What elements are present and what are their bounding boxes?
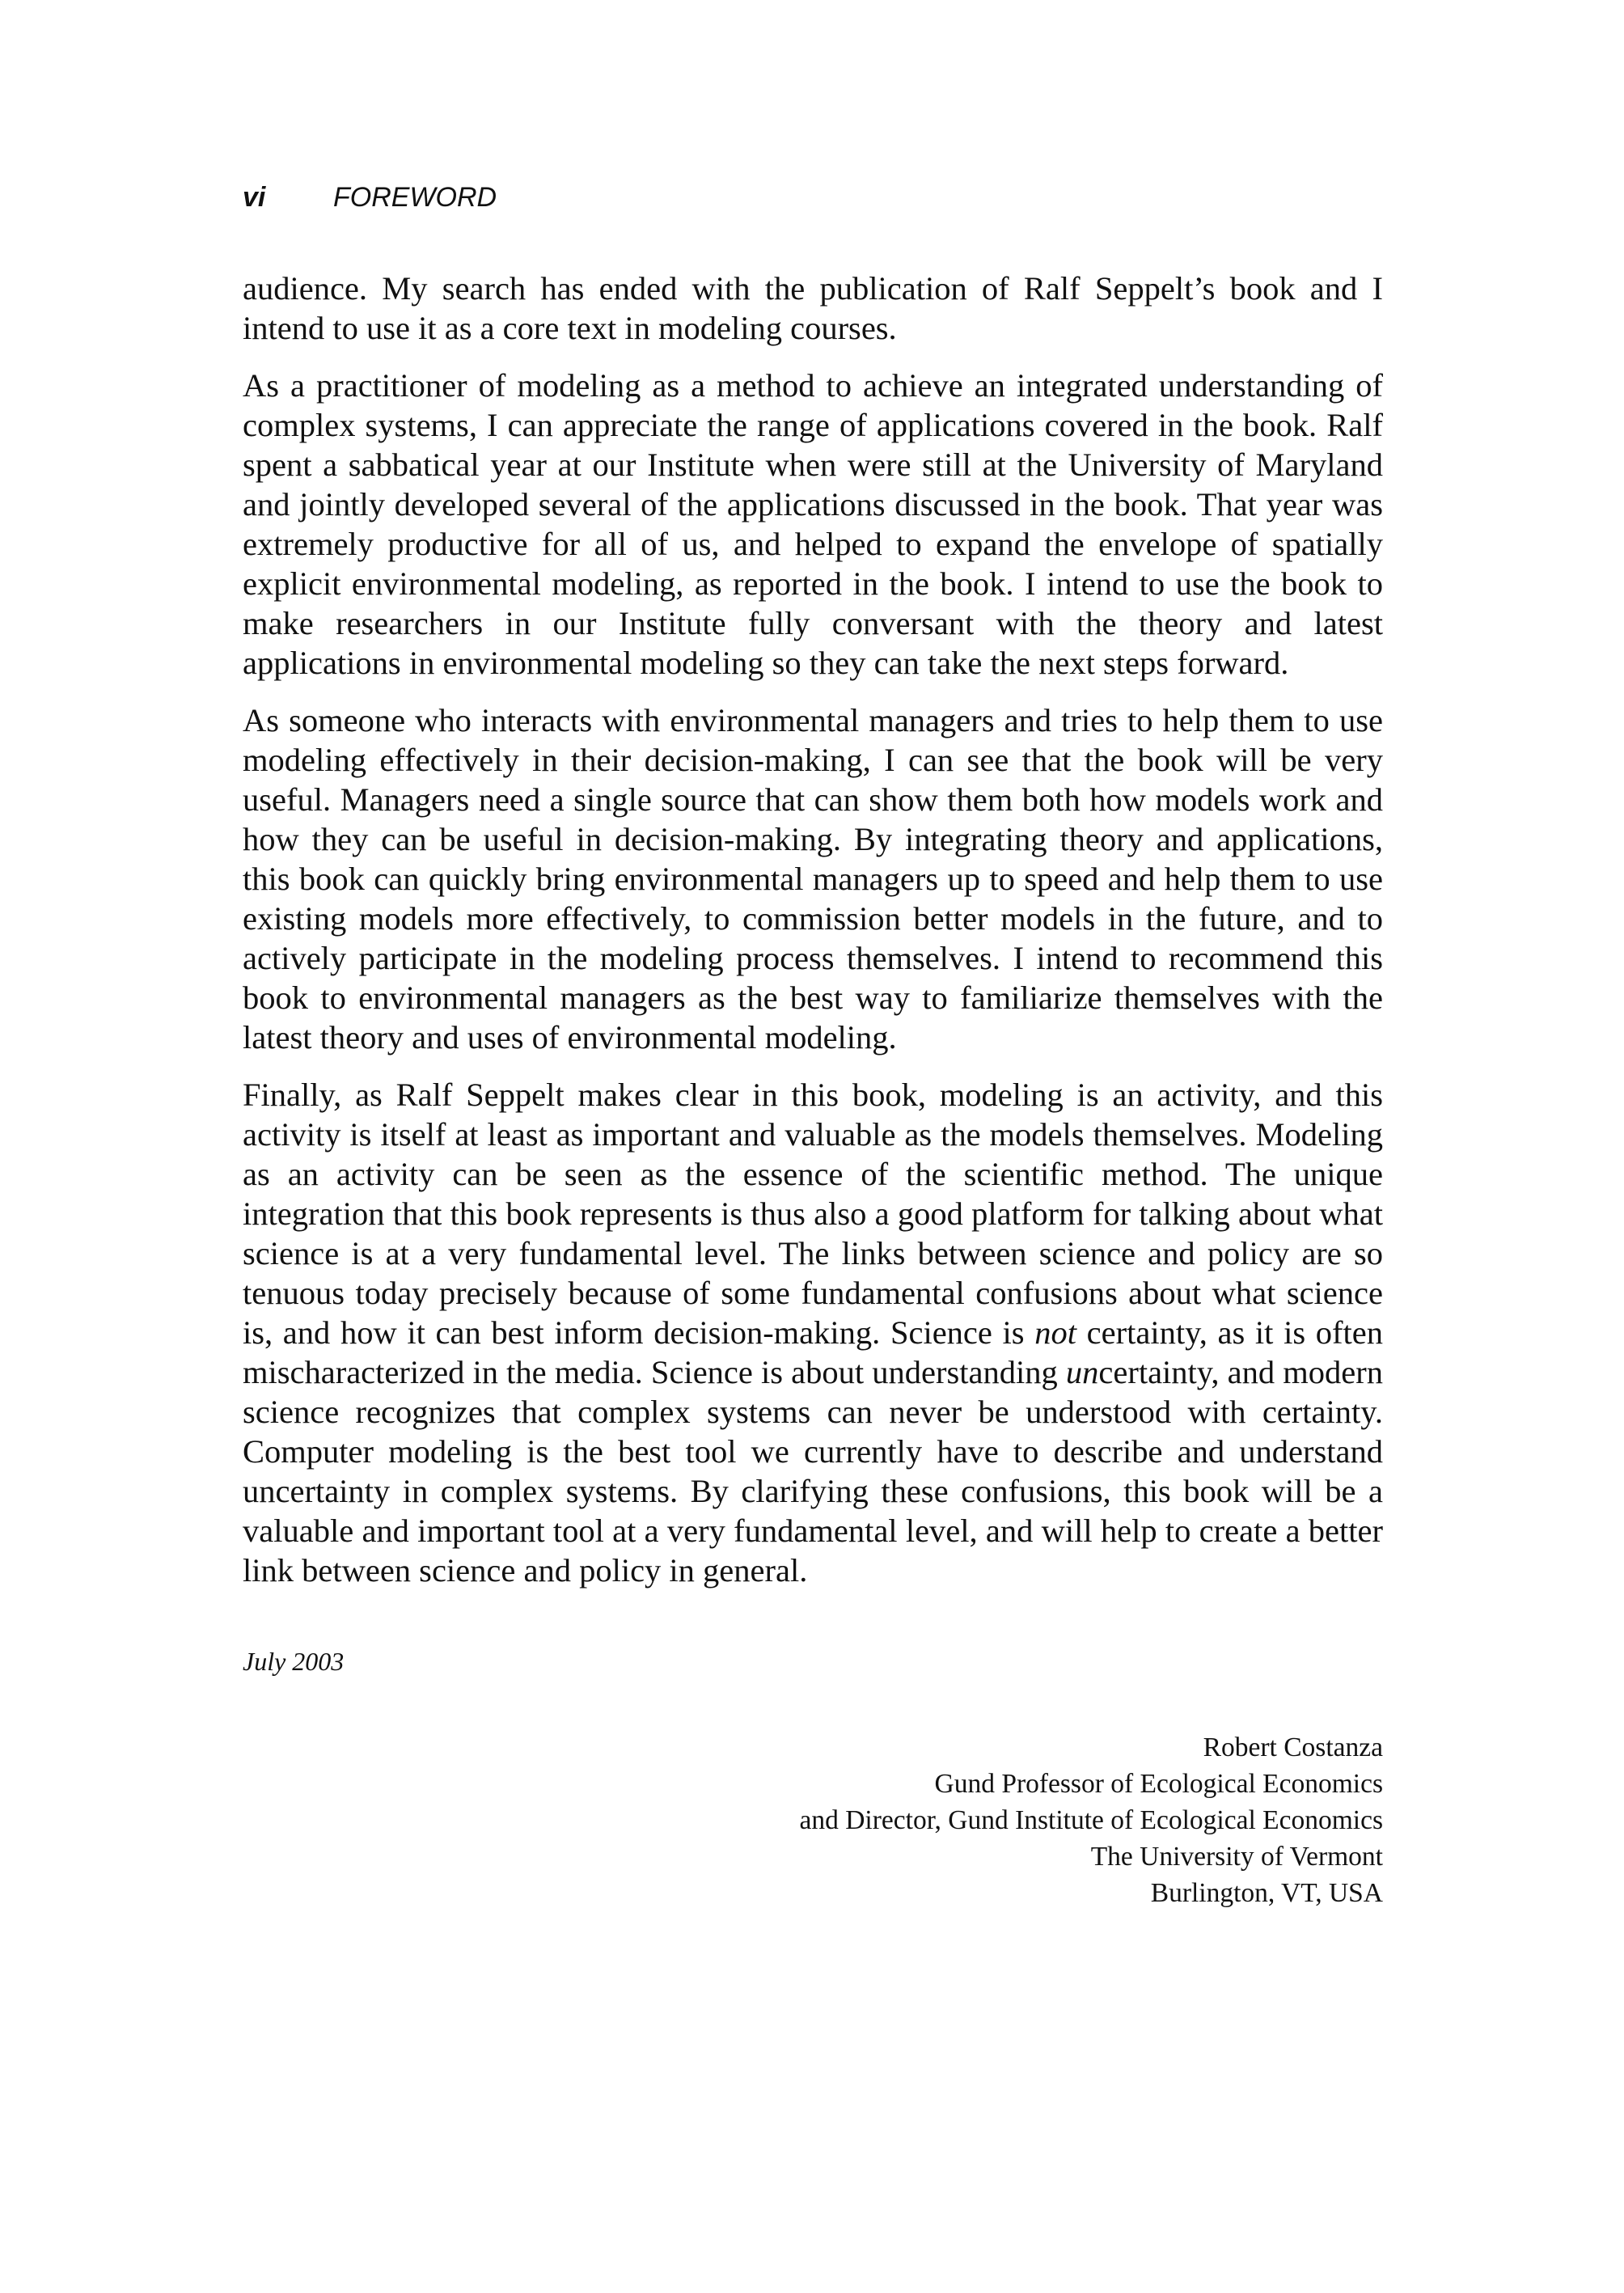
- paragraph-4-part-1: Finally, as Ralf Seppelt makes clear in this book, modeling is an activity, and this activity is itself at least as important and valuable as the models themselves. Modeling as an activity can be seen as the essence of the scientific method. The unique integration that this book represents is thus also a good platform for talking about what science is at a very fundamental level. The links between science and policy are so tenuous today precisely because of some fundamental confusions about what science is, and how it can best inform decision-making. Science is: [243, 1077, 1383, 1351]
- foreword-body: [243, 269, 1383, 1608]
- date-line: July 2003: [243, 1647, 345, 1676]
- signature-block: [800, 1729, 1384, 1911]
- paragraph-3: As someone who interacts with environmental managers and tries to help them to use modeling effectively in their decision-making, I can see that the book will be very useful. Managers need a single source that can show them both how models work and how they can be useful in decision-making. By integrating theory and applications, this book can quickly bring environmental managers up to speed and help them to use existing models more effectively, to commission better models in the future, and to actively participate in the modeling process themselves. I intend to recommend this book to environmental managers as the best way to familiarize themselves with the latest theory and uses of environmental modeling.: [243, 702, 1383, 1056]
- section-title: FOREWORD: [333, 182, 497, 213]
- page-number: vi: [243, 182, 266, 213]
- author-title: Gund Professor of Ecological Economics: [934, 1769, 1383, 1799]
- paragraph-4-part-2: certainty, as it is often mischaracterized in the media. Science is about understanding: [243, 1314, 1383, 1390]
- author-institution: The University of Vermont: [1090, 1842, 1383, 1872]
- running-head: [243, 181, 497, 214]
- emphasis-not: not: [1034, 1314, 1077, 1351]
- author-name: Robert Costanza: [1203, 1732, 1383, 1762]
- paragraph-4-part-3: certainty, and modern science recognizes that complex systems can never be understood with certainty. Computer modeling is the best tool we currently have to describe and understand uncertainty in complex systems. By clarifying these confusions, this book will be a valuable and important tool at a very fundamental level, and will help to create a better link between science and policy in general.: [243, 1354, 1384, 1589]
- author-location: Burlington, VT, USA: [1150, 1878, 1383, 1908]
- paragraph-1: audience. My search has ended with the publication of Ralf Seppelt’s book and I intend to use it as a core text in modeling courses.: [243, 270, 1383, 346]
- paragraph-4: [243, 1075, 1383, 1590]
- author-role: and Director, Gund Institute of Ecological Economics: [799, 1805, 1383, 1835]
- emphasis-un: un: [1065, 1354, 1099, 1390]
- book-page: [243, 0, 1383, 2293]
- paragraph-2: As a practitioner of modeling as a method to achieve an integrated understanding of complex systems, I can appreciate the range of applications covered in the book. Ralf spent a sabbatical year at our Institute when were still at the University of Maryland and jointly developed several of the applications discussed in the book. That year was extremely productive for all of us, and helped to expand the envelope of spatially explicit environmental modeling, as reported in the book. I intend to use the book to make researchers in our Institute fully conversant with the theory and latest applications in environmental modeling so they can take the next steps forward.: [243, 367, 1383, 681]
